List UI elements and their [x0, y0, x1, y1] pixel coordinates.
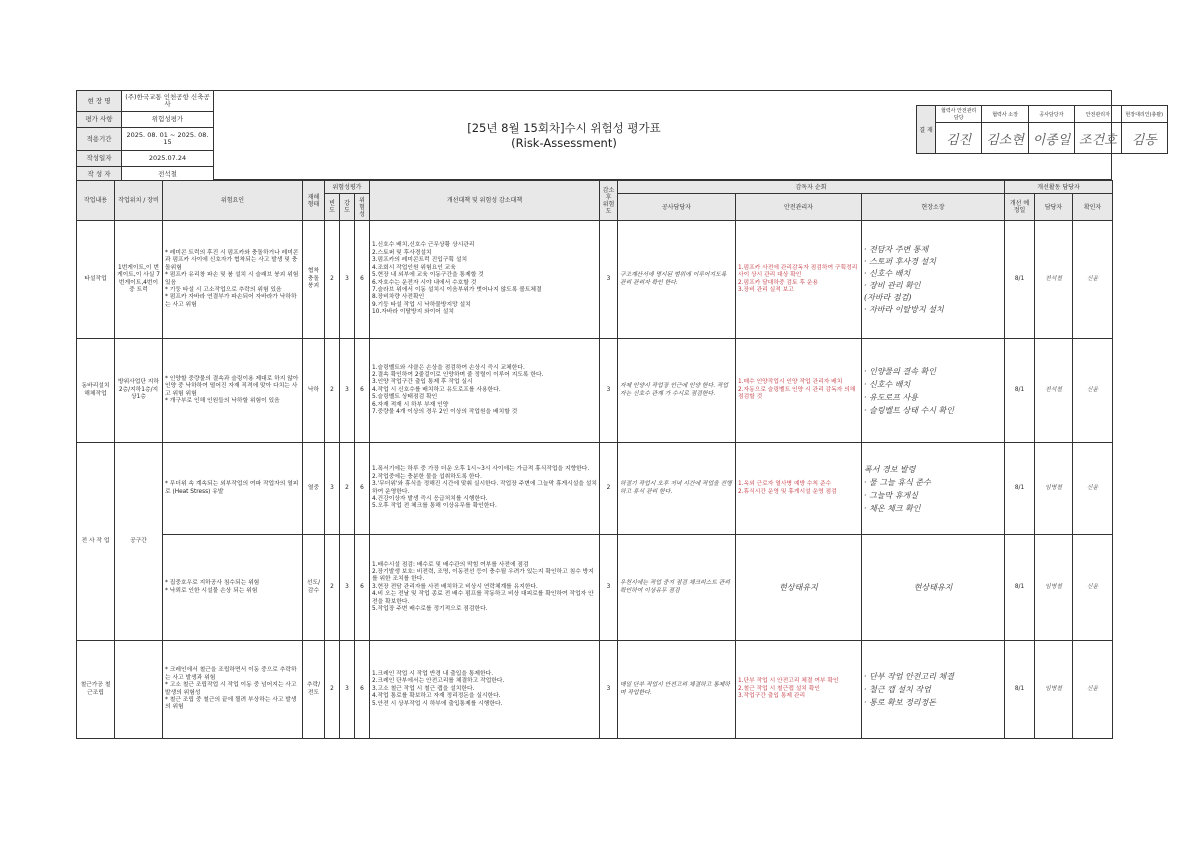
- check-signature: 신윤: [1073, 641, 1113, 739]
- site-note-cell: 자재 인양시 작업장 인근에 인양 한다. 작업자는 신호수 관계 가 수시로 점검한다.: [618, 339, 736, 443]
- header-date: 개선 예정일: [1005, 194, 1035, 221]
- hazard-cell: * 집중호우로 지하공사 침수되는 위험 * 낙뢰로 인한 시설물 손상 되는 위험: [163, 535, 303, 641]
- risk-cell: 6: [355, 443, 370, 535]
- disaster-cell: 추락/전도: [303, 641, 325, 739]
- document-title: [414, 121, 714, 151]
- equip-cell: 방위사업단 지하2층/지하1층/지상1층: [115, 339, 163, 443]
- risk-cell: 6: [355, 535, 370, 641]
- approval-role: 공사담당자: [1028, 106, 1074, 123]
- sev-cell: 2: [340, 443, 355, 535]
- header-equip: 작업위치 / 장비: [115, 181, 163, 221]
- table-row: [77, 535, 1113, 641]
- approval-signature: 조건호: [1075, 123, 1121, 154]
- approval-role: 협력사 안전관리 담당: [936, 106, 982, 123]
- approval-signature: 김소현: [982, 123, 1028, 154]
- date-cell: 8/1: [1005, 535, 1035, 641]
- hazard-cell: * 무더위 속 계속되는 외부작업의 여파 작업자의 열피로 (Heat Stress) 유발: [163, 443, 303, 535]
- equip-cell: 공구간: [115, 443, 163, 641]
- measures-cell: 1.크레인 작업 시 작업 반경 내 출입을 통제한다. 2.크레인 단부에서는 안전고리를 체결하고 작업한다. 3.고소 철근 작업 시 철근 캡을 설치한다. 4.작업 통로를 확보하고 자재 정리정돈을 실시한다. 5.안전 시 상부작업 시 하부에 출입통제를 시행한다.: [370, 641, 600, 739]
- site-info-row: [77, 91, 214, 112]
- info-value: 위험성평가: [122, 112, 214, 128]
- safety-note-cell: 1.옥외 근로자 열사병 예방 수칙 준수 2.휴식시간 운영 및 휴게시설 운영 점검: [736, 443, 862, 535]
- manager-note-cell: 폭서 경보 발령 · 물 그늘 휴식 준수 · 그늘막 휴게실 · 체온 체크 확인: [862, 443, 1005, 535]
- date-cell: 8/1: [1005, 339, 1035, 443]
- check-signature: 신윤: [1073, 443, 1113, 535]
- disaster-cell: 낙하: [303, 339, 325, 443]
- measures-cell: 1.배수시설 점검: 배수로 및 배수관의 막힘 여부를 사전에 점검 2.장기발생 보호: 비전력, 조명, 이동전선 등이 충수될 우려가 있는지 확인하고 침수 방지를 위한 조치를 한다. 3.현장 전담 관리자를 사전 배치하고 비상시 연락체계를 유지한다. 4.비 오는 전날 및 작업 종료 전 배수 펌프를 작동하고 비상 대피로를 확인하여 작업자 안전을 확보한다. 5.작업장 주변 배수로를 정기적으로 점검한다.: [370, 535, 600, 641]
- date-cell: 8/1: [1005, 443, 1035, 535]
- site-info-row: [77, 151, 214, 167]
- header-after: 감소 후 위험도: [600, 181, 618, 221]
- person-signature: 전석철: [1035, 221, 1073, 339]
- approval-role: 안전관리자: [1075, 106, 1121, 123]
- person-signature: 임병철: [1035, 641, 1073, 739]
- header-manager: 현장소장: [862, 194, 1005, 221]
- work-cell: 전 사 작 업: [77, 443, 115, 641]
- risk-cell: 6: [355, 339, 370, 443]
- info-label: 작성일자: [77, 151, 122, 167]
- info-label: 현 장 명: [77, 91, 122, 112]
- manager-note-cell: · 단부 작업 안전고리 체결 · 철근 캡 설치 작업 · 통로 확보 정리정돈: [862, 641, 1005, 739]
- measures-cell: 1.신호수 배치,신호수 근무상황 상시관리 2.스토퍼 및 후사경설치 3.펌프카의 레미콘트럭 진입구획 설치 4.조회시 작업인원 위험요인 교육 5.현장 내 외부에 교육 이동구간을 통제할 것 6.자호수는 운전자 시야 내에서 수호할 것 7.슬라브 위에서 이동 설치시 이음부위가 벗어나지 않도록 볼트체결 8.장비차량 사전확인 9.기둥 타설 작업 시 낙하물방지망 설치 10.자바라 이탈방지 와이어 설치: [370, 221, 600, 339]
- approval-role-row: [917, 106, 1168, 123]
- after-cell: 3: [600, 221, 618, 339]
- header-freq: 빈도: [325, 194, 340, 221]
- header-sev: 강도: [340, 194, 355, 221]
- after-cell: 3: [600, 535, 618, 641]
- site-note-cell: 하절기 작업시 오후 저녁 시간에 작업을 진행하고 휴식 관리 한다.: [618, 443, 736, 535]
- header-risk: 위험성: [355, 194, 370, 221]
- table-row: [77, 443, 1113, 535]
- after-cell: 3: [600, 339, 618, 443]
- check-signature: 신윤: [1073, 339, 1113, 443]
- approval-role: 협력사 소장: [982, 106, 1028, 123]
- safety-note-cell: 1.단부 작업 시 안전고리 체결 여부 확인 2.철근 작업 시 철근캡 설치 확인 3.작업구간 출입 통제 관리: [736, 641, 862, 739]
- risk-cell: 6: [355, 641, 370, 739]
- date-cell: 8/1: [1005, 221, 1035, 339]
- safety-note-cell: 현상태유지: [736, 535, 862, 641]
- equip-cell: 1번게이트,이 번게이트,이 사실 7번게이트,4번이 중 트럭: [115, 221, 163, 339]
- site-info-row: [77, 112, 214, 128]
- info-value: 전석철: [122, 167, 214, 183]
- title-area: [214, 90, 1164, 180]
- freq-cell: 2: [325, 535, 340, 641]
- info-label: 평가 사항: [77, 112, 122, 128]
- approval-signature: 김진: [936, 123, 982, 154]
- date-cell: 8/1: [1005, 641, 1035, 739]
- after-cell: 2: [600, 443, 618, 535]
- work-cell: 타설작업: [77, 221, 115, 339]
- freq-cell: 2: [325, 641, 340, 739]
- disaster-cell: 선도/감수: [303, 535, 325, 641]
- title-line-2: (Risk-Assessment): [511, 136, 617, 150]
- header-site: 공사담당자: [618, 194, 736, 221]
- equip-cell: [115, 641, 163, 739]
- site-note-cell: 우천시에는 작업 중지 점검 체크리스트 관리 확인하여 이상유무 점검: [618, 535, 736, 641]
- sev-cell: 3: [340, 221, 355, 339]
- table-row: [77, 641, 1113, 739]
- approval-signature: 이종일: [1028, 123, 1074, 154]
- info-label: 작 성 자: [77, 167, 122, 183]
- measures-cell: 1.슬링벨트와 샤클은 손상을 점검하여 손상시 즉시 교체한다. 2.결속 확인하여 2줄걸이로 인양하며 줄 정렬이 이루어 지도록 한다. 3.인양 작업구간 출입 통제 후 작업 실시 4.작업 시 신호수를 배치하고 유도로프를 사용한다. 5.슬링벨트 상태점검 확인 6.자재 적재 시 하부 부재 인양 7.중량물 4개 이상의 경우 2인 이상의 작업원을 배치할 것: [370, 339, 600, 443]
- freq-cell: 2: [325, 221, 340, 339]
- disaster-cell: 협착 충돌 붕괴: [303, 221, 325, 339]
- after-cell: 3: [600, 641, 618, 739]
- person-signature: 전석철: [1035, 339, 1073, 443]
- sev-cell: 3: [340, 641, 355, 739]
- site-note-cell: 매일 단부 작업시 안전고리 체결하고 통제하며 작업한다.: [618, 641, 736, 739]
- safety-note-cell: 1.펌프카 사전에 관리감독자 점검하여 구획정리 사이 상시 관리 대상 확인 2.펌프카 달대하중 검토 후 운용 3.장비 관리 실적 보고: [736, 221, 862, 339]
- approval-signature: 김동: [1121, 123, 1167, 154]
- measures-cell: 1.폭서기에는 하루 중 가장 더운 오후 1시~3시 사이에는 가급적 휴식작업을 지향한다. 2.작업중에는 충분한 물을 섭취하도록 한다. 3.'무더위'와 휴식을 정해진 시간에 맞춰 실시한다. 작업장 주변에 그늘막 휴게시설을 설치하여 운영한다. 4.건강이상자 발생 즉시 응급처치를 시행한다. 5.오후 작업 전 체크를 통해 이상유무를 확인한다.: [370, 443, 600, 535]
- person-signature: 임병철: [1035, 535, 1073, 641]
- risk-cell: 6: [355, 221, 370, 339]
- header-confirm-group: 감독자 순회: [618, 181, 1005, 194]
- manager-note-cell: · 전담자 주변 통제 · 스토퍼 후사경 설치 · 신호수 배치 · 장비 관리 확인 (자바라 점검) · 자바라 이탈방지 설치: [862, 221, 1005, 339]
- hazard-cell: * 레미콘 트럭의 후진 시 펌프카와 충돌하거나 레미콘과 펌프카 사이에 신호자가 협착되는 사고 발생 및 충돌위험 * 펌프카 유리창 파손 및 붐 설치 시 슬래브 붕괴 위험 있음 * 기둥 타설 시 고소작업으로 추락의 위험 있음 * 펌프카 자바라 연결부가 파손되어 자바라가 낙하하는 사고 위험: [163, 221, 303, 339]
- header-risk-group: 위험성평가: [325, 181, 370, 194]
- title-line-1: [25년 8월 15회차]수시 위험성 평가표: [467, 121, 661, 135]
- header-safety: 안전관리자: [736, 194, 862, 221]
- table-row: [77, 339, 1113, 443]
- header-person: 담당자: [1035, 194, 1073, 221]
- check-signature: 신윤: [1073, 221, 1113, 339]
- sev-cell: 3: [340, 339, 355, 443]
- person-signature: 임병철: [1035, 443, 1073, 535]
- info-value: (주)한국교통 인천공항 신축공사: [122, 91, 214, 112]
- hazard-cell: * 크레인에서 철근을 조립하면서 이동 중으로 추락하는 사고 발생과 위험 * 고소 철근 조립작업 시 작업 이동 중 넘어지는 사고 발생의 위험성 * 철근 조립 중 철근의 끝에 찔려 부상하는 사고 발생의 위험: [163, 641, 303, 739]
- header-disaster: 재해 형태: [303, 181, 325, 221]
- approval-role: 현장대리인(총괄): [1121, 106, 1167, 123]
- freq-cell: 2: [325, 339, 340, 443]
- sev-cell: 3: [340, 535, 355, 641]
- work-cell: 철근가공 철근조립: [77, 641, 115, 739]
- risk-table: [76, 180, 1113, 739]
- approval-table: [916, 105, 1168, 154]
- site-info-table: [76, 90, 214, 183]
- table-row: [77, 221, 1113, 339]
- approval-label: 결 재: [917, 106, 936, 154]
- safety-note-cell: 1.매수 인양작업시 인양 작업 관리자 배치 2.자동으로 슬링벨트 인양 시 관리 감독자 의해 점검할 것: [736, 339, 862, 443]
- approval-signature-row: [917, 123, 1168, 154]
- info-value: 2025.07.24: [122, 151, 214, 167]
- info-value: 2025. 08. 01 ~ 2025. 08. 15: [122, 128, 214, 151]
- header-activity-group: 개선활동 담당자: [1005, 181, 1113, 194]
- freq-cell: 3: [325, 443, 340, 535]
- disaster-cell: 열중: [303, 443, 325, 535]
- check-signature: 신윤: [1073, 535, 1113, 641]
- header-hazard: 위험요인: [163, 181, 303, 221]
- hazard-cell: * 인양할 중량물의 결속과 슬링이용 제대로 하지 않아 인양 중 낙하하여 떨어진 자재 직격에 맞아 다치는 사고 위험 위험 * 개구부로 인해 인원들의 낙하할 위험이 있음: [163, 339, 303, 443]
- site-note-cell: 구조계산서에 명시된 범위에 이루어지도록 관리 관리자 확인 한다.: [618, 221, 736, 339]
- info-label: 적용기간: [77, 128, 122, 151]
- header-measures: 개선대책 및 위험성 감소대책: [370, 181, 600, 221]
- site-info-row: [77, 128, 214, 151]
- header-row: [77, 181, 1113, 194]
- header-check: 확인자: [1073, 194, 1113, 221]
- work-cell: 동바리설치 해체작업: [77, 339, 115, 443]
- manager-note-cell: 현상태유지: [862, 535, 1005, 641]
- manager-note-cell: · 인양물의 결속 확인 · 신호수 배치 · 유도로프 사용 · 슬링벨트 상태 수시 확인: [862, 339, 1005, 443]
- header-work: 작업내용: [77, 181, 115, 221]
